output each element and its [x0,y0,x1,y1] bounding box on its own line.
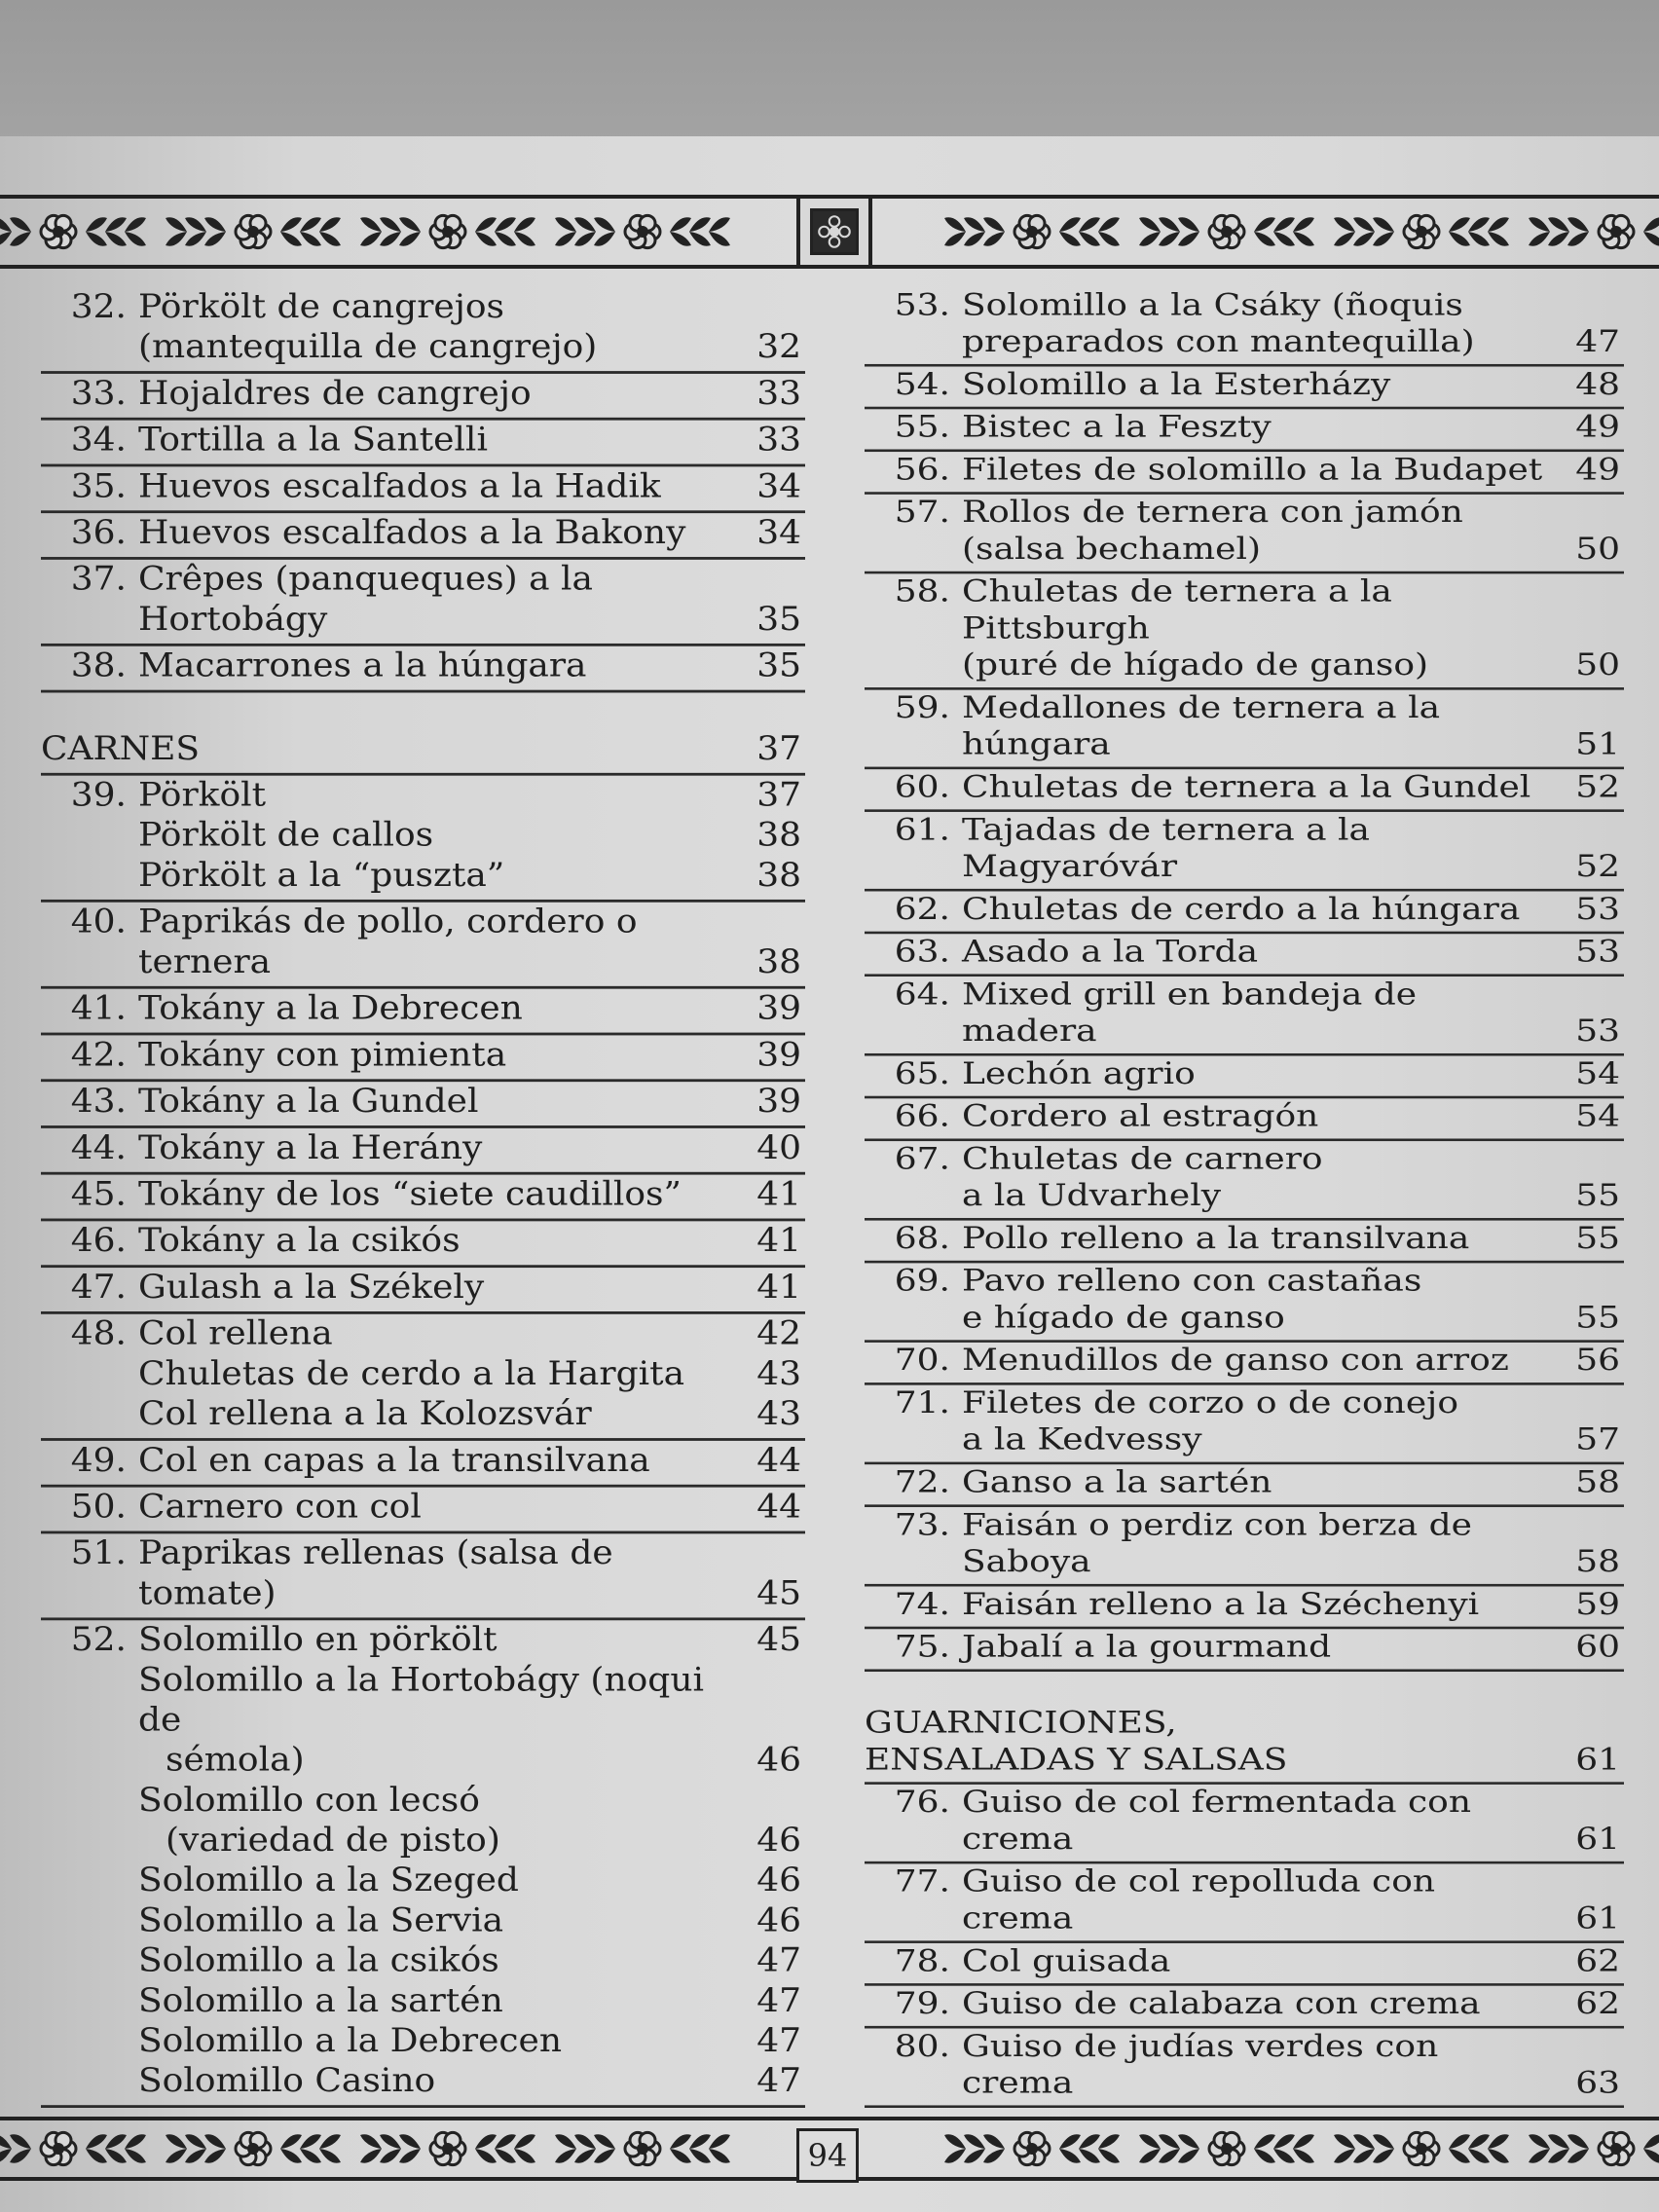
entry-title: Asado a la Torda [962,935,1259,970]
toc-entry [865,573,1624,689]
toc-subentry [41,1941,805,1981]
entry-page: 34 [756,467,801,505]
flower-ornament [1334,215,1509,247]
toc-entry [865,812,1624,892]
subentry-page: 46 [756,1862,801,1899]
toc-entry [865,891,1624,934]
toc-entry [865,409,1624,452]
toc-entry [865,934,1624,977]
entry-page: 55 [1575,1300,1620,1336]
entry-number: 35. [70,467,127,505]
entry-number: 55. [894,410,950,445]
entry-page: 56 [1575,1343,1620,1378]
entry-title: Pörkölt de cangrejos [138,287,505,326]
toc-entry [41,903,805,989]
toc-subentry [41,2021,805,2061]
subentry-page: 38 [756,856,801,895]
flower-ornament [555,215,730,247]
entry-title: Chuletas de cerdo a la húngara [962,892,1521,927]
entry-number: 51. [70,1534,127,1572]
entry-title: Solomillo en pörkölt [138,1621,498,1659]
entry-title: Tokány a la Gundel [138,1083,479,1121]
entry-page: 53 [1575,1014,1620,1049]
entry-page: 33 [756,374,801,413]
entry-page: 49 [1575,410,1620,445]
entry-page: 61 [1575,1822,1620,1857]
toc-entry [865,1343,1624,1385]
entry-page: 34 [756,514,801,552]
toc-subentry [41,1354,805,1394]
entry-title: Menudillos de ganso con arroz [962,1343,1509,1378]
entry-number: 64. [894,977,950,1013]
section-page: 37 [756,729,801,768]
toc-subentry [41,1394,805,1434]
entry-number: 45. [70,1175,127,1213]
section-title: CARNES [41,729,201,768]
entry-title: Rollos de ternera con jamón [962,495,1463,530]
subentry-title: Solomillo a la sartén [138,1981,503,2020]
toc-entry [865,1385,1624,1465]
toc-entry [41,513,805,560]
toc-entry [41,1441,805,1488]
entry-number: 61. [894,812,950,847]
flower-ornament [555,2132,730,2164]
entry-title: Guiso de col repolluda con crema [962,1864,1436,1936]
entry-page: 52 [1575,770,1620,805]
section-page: 61 [1575,1742,1620,1778]
toc-entry [41,1533,805,1620]
entry-number: 66. [894,1099,950,1134]
toc-entry [41,1314,805,1441]
entry-page: 44 [756,1488,801,1526]
entry-title: Tortilla a la Santelli [138,421,488,459]
entry-page: 39 [756,1083,801,1121]
toc-entry [865,1056,1624,1099]
entry-number: 73. [894,1507,950,1543]
subentry-title: Solomillo con lecsó [138,1781,480,1820]
entry-page: 50 [1575,647,1620,682]
toc-entry [865,769,1624,812]
entry-number: 33. [70,374,127,413]
entry-number: 50. [70,1488,127,1526]
entry-title: Paprikás de pollo, cordero o ternera [138,903,638,981]
entry-number: 42. [70,1036,127,1074]
entry-title: Guiso de calabaza con crema [962,1986,1481,2021]
subentry-page: 43 [756,1354,801,1393]
toc-entry [41,989,805,1036]
toc-entry [865,977,1624,1056]
entry-number: 76. [894,1785,950,1820]
toc-entry [41,1175,805,1222]
subentry-page: 43 [756,1395,801,1433]
toc-entry [41,1221,805,1268]
entry-page: 41 [756,1269,801,1307]
entry-number: 52. [70,1621,127,1659]
toc-entry [865,1986,1624,2029]
entry-number: 67. [894,1141,950,1177]
entry-page: 54 [1575,1099,1620,1134]
flower-ornament [944,215,1120,247]
subentry-title: Pörkölt de callos [138,816,434,855]
entry-number: 60. [894,770,950,805]
entry-number: 69. [894,1264,950,1299]
toc-entry [865,690,1624,770]
subentry-title: Solomillo a la csikós [138,1941,499,1980]
entry-page: 49 [1575,452,1620,488]
entry-title: Tajadas de ternera a la Magyaróvár [962,812,1370,884]
toc-entry [41,1035,805,1082]
toc-entry [865,1141,1624,1221]
entry-number: 70. [894,1343,950,1378]
subentry-page: 46 [756,1901,801,1939]
entry-page: 37 [756,776,801,814]
toc-entry [865,1221,1624,1264]
entry-number: 68. [894,1221,950,1256]
toc-subentry [41,816,805,856]
entry-page: 35 [756,600,801,639]
entry-number: 49. [70,1441,127,1480]
flower-ornament [0,215,146,247]
entry-title: Col en capas a la transilvana [138,1441,650,1480]
entry-number: 65. [894,1056,950,1091]
entry-title: Gulash a la Székely [138,1269,485,1307]
flower-ornament [166,215,341,247]
section-heading [865,1705,1624,1785]
subentry-title: sémola) [166,1741,305,1780]
entry-number: 72. [894,1465,950,1500]
entry-page: 53 [1575,935,1620,970]
entry-title: Faisán relleno a la Széchenyi [962,1587,1480,1622]
entry-title: e hígado de ganso [962,1300,1285,1336]
subentry-page: 46 [756,1822,801,1860]
entry-number: 44. [70,1128,127,1167]
entry-page: 55 [1575,1178,1620,1213]
entry-page: 58 [1575,1465,1620,1500]
center-ornament [796,195,872,269]
section-heading [41,729,805,776]
entry-page: 51 [1575,727,1620,762]
subentry-title: Solomillo a la Hortobágy (noqui de [138,1661,705,1739]
entry-title: Tokány a la Debrecen [138,989,523,1027]
toc-entry [865,367,1624,410]
entry-number: 38. [70,646,127,685]
toc-entry [41,1268,805,1314]
toc-right-column [865,287,1624,2108]
toc-subentry [41,856,805,896]
flower-ornament [1139,2132,1314,2164]
subentry-page: 46 [756,1741,801,1780]
toc-entry [41,560,805,646]
subentry-title: Solomillo Casino [138,2062,436,2100]
entry-page: 59 [1575,1587,1620,1622]
entry-number: 74. [894,1587,950,1622]
subentry-title: Chuletas de cerdo a la Hargita [138,1354,685,1393]
entry-page: 39 [756,1036,801,1074]
entry-title: Guiso de judías verdes con crema [962,2029,1439,2101]
entry-title: Pörkölt [138,776,267,814]
toc-entry [865,1263,1624,1343]
entry-number: 57. [894,495,950,530]
entry-page: 39 [756,989,801,1027]
flower-ornament [360,2132,535,2164]
entry-number: 43. [70,1083,127,1121]
entry-page: 62 [1575,1986,1620,2021]
entry-page: 35 [756,646,801,685]
entry-title: Filetes de corzo o de conejo [962,1385,1458,1420]
subentry-title: Pörkölt a la “puszta” [138,856,505,895]
entry-title: Paprikas rellenas (salsa de tomate) [138,1534,613,1612]
entry-title: Col rellena [138,1314,333,1353]
entry-number: 39. [70,776,127,814]
entry-number: 80. [894,2029,950,2064]
toc-subentry [41,1781,805,1861]
entry-title: Hojaldres de cangrejo [138,374,532,413]
entry-page: 53 [1575,892,1620,927]
toc-subentry [41,1660,805,1781]
entry-number: 40. [70,903,127,941]
entry-title: Jabalí a la gourmand [962,1630,1332,1665]
subentry-page: 47 [756,2062,801,2100]
entry-page: 63 [1575,2066,1620,2101]
toc-subentry [41,1861,805,1900]
entry-title: Chuletas de carnero [962,1141,1323,1177]
toc-entry [865,1098,1624,1141]
toc-subentry [41,1981,805,2021]
entry-number: 36. [70,514,127,552]
entry-page: 58 [1575,1544,1620,1579]
flower-ornament [1334,2132,1509,2164]
flower-ornament [0,2132,146,2164]
toc-subentry [41,2061,805,2101]
toc-entry [865,1785,1624,1864]
entry-number: 71. [894,1385,950,1420]
entry-title: a la Kedvessy [962,1422,1202,1457]
entry-page: 55 [1575,1221,1620,1256]
entry-page: 47 [1575,324,1620,359]
entry-title: Lechón agrio [962,1056,1196,1091]
flower-ornament [1529,215,1659,247]
entry-number: 41. [70,989,127,1027]
entry-number: 47. [70,1269,127,1307]
flower-ornament [944,2132,1120,2164]
subentry-title: Solomillo a la Debrecen [138,2022,563,2060]
entry-title: (puré de hígado de ganso) [962,647,1429,682]
entry-number: 34. [70,421,127,459]
subentry-title: Solomillo a la Servia [138,1901,504,1939]
toc-entry [865,1943,1624,1986]
toc-entry [41,421,805,467]
toc-entry [41,287,805,374]
toc-entry [865,1507,1624,1587]
entry-number: 56. [894,452,950,488]
subentry-page: 47 [756,1981,801,2020]
entry-title: Tokány con pimienta [138,1036,507,1074]
entry-title: Guiso de col fermentada con crema [962,1785,1472,1857]
toc-left-column [41,287,805,2108]
entry-title: Cordero al estragón [962,1099,1319,1134]
toc-entry [865,1464,1624,1507]
entry-page: 60 [1575,1630,1620,1665]
entry-page: 45 [756,1621,801,1659]
entry-title: Chuletas de ternera a la Pittsburgh [962,574,1392,646]
entry-number: 78. [894,1943,950,1978]
entry-title: Solomillo a la Csáky (ñoquis [962,287,1463,323]
entry-page: 50 [1575,532,1620,567]
subentry-page: 38 [756,816,801,855]
subentry-title: Solomillo a la Szeged [138,1862,519,1899]
entry-title: preparados con mantequilla) [962,324,1475,359]
entry-number: 53. [894,287,950,323]
toc-entry [865,495,1624,574]
toc-entry [865,452,1624,495]
entry-title: Filetes de solomillo a la Budapet [962,452,1543,488]
entry-page: 45 [756,1574,801,1612]
subentry-page: 47 [756,1941,801,1980]
entry-number: 77. [894,1864,950,1899]
toc-entry [865,1629,1624,1672]
entry-page: 62 [1575,1943,1620,1978]
entry-page: 57 [1575,1422,1620,1457]
entry-number: 46. [70,1222,127,1260]
entry-number: 79. [894,1986,950,2021]
section-title: ENSALADAS Y SALSAS [865,1742,1288,1778]
entry-number: 48. [70,1314,127,1353]
entry-number: 54. [894,367,950,402]
entry-number: 37. [70,560,127,599]
toc-entry [865,1586,1624,1629]
entry-title: Huevos escalfados a la Hadik [138,467,661,505]
toc-entry [865,1863,1624,1943]
entry-page: 32 [756,328,801,366]
flower-ornament [360,215,535,247]
subentry-title: Col rellena a la Kolozsvár [138,1395,592,1433]
entry-page: 41 [756,1222,801,1260]
entry-title: Pavo relleno con castañas [962,1264,1422,1299]
entry-page: 41 [756,1175,801,1213]
toc-entry [41,776,805,903]
subentry-title: (variedad de pisto) [166,1822,500,1860]
flower-ornament [166,2132,341,2164]
entry-page: 40 [756,1128,801,1167]
toc-entry [41,374,805,421]
entry-title: Tokány a la Herány [138,1128,483,1167]
entry-number: 62. [894,892,950,927]
entry-title: Tokány de los “siete caudillos” [138,1175,682,1213]
entry-title: Ganso a la sartén [962,1465,1272,1500]
entry-page: 44 [756,1441,801,1480]
entry-title: Crêpes (panqueques) a la Hortobágy [138,560,593,639]
entry-page: 38 [756,942,801,981]
page-number: 94 [796,2128,859,2183]
section-title: GUARNICIONES, [865,1706,1177,1741]
toc-entry [41,1488,805,1534]
entry-page: 61 [1575,1901,1620,1936]
entry-page: 33 [756,421,801,459]
entry-page: 54 [1575,1056,1620,1091]
entry-title: Medallones de ternera a la húngara [962,690,1441,762]
entry-title: (salsa bechamel) [962,532,1262,567]
toc-entry [41,1128,805,1175]
toc-entry [41,466,805,513]
entry-number: 58. [894,574,950,609]
entry-title: Carnero con col [138,1488,422,1526]
toc-entry [41,1082,805,1128]
background-table [0,0,1659,156]
entry-title: Huevos escalfados a la Bakony [138,514,686,552]
entry-title: a la Udvarhely [962,1178,1222,1213]
entry-title: Pollo relleno a la transilvana [962,1221,1470,1256]
flower-ornament [1139,215,1314,247]
entry-number: 75. [894,1630,950,1665]
toc-entry [865,2028,1624,2108]
entry-title: Chuletas de ternera a la Gundel [962,770,1531,805]
entry-number: 59. [894,690,950,725]
entry-title: Solomillo a la Esterházy [962,367,1391,402]
toc-entry [41,646,805,693]
entry-page: 48 [1575,367,1620,402]
entry-title: Tokány a la csikós [138,1222,461,1260]
entry-page: 52 [1575,849,1620,884]
entry-title: Mixed grill en bandeja de madera [962,977,1418,1049]
entry-number: 32. [70,287,127,326]
entry-title: Faisán o perdiz con berza de Saboya [962,1507,1472,1579]
entry-number: 63. [894,935,950,970]
entry-page: 42 [756,1314,801,1353]
toc-entry [865,287,1624,367]
flower-ornament [1529,2132,1659,2164]
entry-title: Col guisada [962,1943,1171,1978]
entry-title: Macarrones a la húngara [138,646,587,685]
toc-entry [41,1620,805,2108]
subentry-page: 47 [756,2022,801,2060]
entry-title: Bistec a la Feszty [962,410,1272,445]
entry-title: (mantequilla de cangrejo) [138,328,598,366]
toc-subentry [41,1901,805,1941]
